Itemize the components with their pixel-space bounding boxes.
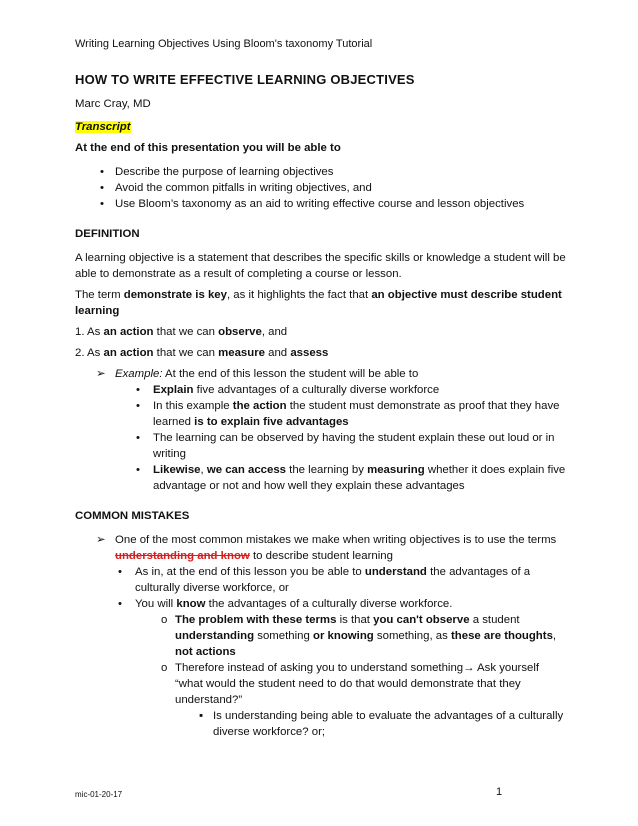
mistakes-item [75, 532, 570, 740]
bold-run: you can't observe [373, 614, 470, 626]
text-run: One of the most common mistakes we make when writing objectives is to use the terms [115, 534, 557, 546]
text-run: that we can [153, 347, 219, 359]
bold-run: observe [218, 326, 262, 338]
demonstrate-paragraph [75, 287, 570, 319]
bold-run: measuring [367, 464, 425, 476]
bold-run: the action [232, 400, 287, 412]
list-item [113, 398, 570, 430]
text-run: is that [336, 614, 374, 626]
bold-run: Likewise [153, 464, 201, 476]
document-body [75, 96, 570, 740]
bold-run: not actions [175, 646, 236, 658]
list-item: ▪ Is understanding being able to evaluate the advantages of a culturally diverse workforce? or; [199, 708, 570, 740]
example-item [75, 366, 570, 494]
text-run: something, as [373, 630, 451, 642]
text-run: 2. As [75, 347, 104, 359]
arrow-icon: → [463, 662, 475, 674]
sub-list [159, 612, 570, 740]
document-title: HOW TO WRITE EFFECTIVE LEARNING OBJECTIVES [75, 72, 415, 87]
bold-run: an action [103, 326, 154, 338]
text-run: You will [135, 598, 177, 610]
text-run: the student must demonstrate as proof that they have learned [153, 400, 560, 428]
definition-paragraph: A learning objective is a statement that describes the specific skills or knowledge a student will be able to demonstrate as a result of completing a course or lesson. [75, 252, 566, 280]
text-run: that we can [153, 326, 219, 338]
text-run: the learning by [286, 464, 368, 476]
list-item [159, 660, 570, 740]
text-run: whether it does explain five advantage or not and how well they explain these advantages [153, 464, 566, 492]
italic-run: Example: [115, 368, 163, 380]
list-item [113, 382, 570, 398]
text-run: and [264, 347, 291, 359]
definition-heading-text: DEFINITION [75, 228, 140, 240]
text-run: Ask yourself “what would the student need to do that would demonstrate that they understand?” [175, 662, 540, 706]
bold-run: know [176, 598, 206, 610]
intro-bullet-list [75, 164, 570, 212]
bold-run: understanding [175, 630, 255, 642]
text-run: the advantages of a culturally diverse workforce, or [135, 566, 531, 594]
transcript-label: Transcript [75, 121, 131, 133]
list-item [159, 612, 570, 660]
text-run: As in, at the end of this lesson you be able to [135, 566, 365, 578]
text-run: , [552, 630, 557, 642]
mistakes-bullet-list [95, 564, 570, 740]
text-run: 1. As [75, 326, 104, 338]
sub-sub-list [185, 708, 570, 740]
author-name: Marc Cray, MD [75, 98, 151, 110]
text-run: something [254, 630, 313, 642]
list-item [95, 564, 570, 596]
list-item: • Describe the purpose of learning objectives [75, 164, 570, 180]
list-item: • Use Bloom’s taxonomy as an aid to writing effective course and lesson objectives [75, 196, 570, 212]
intro-line [75, 140, 570, 156]
numbered-item-1 [75, 324, 570, 340]
text-run: Therefore instead of asking you to understand something [175, 662, 464, 674]
example-bullet-list [113, 382, 570, 494]
running-header: Writing Learning Objectives Using Bloom's taxonomy Tutorial [75, 38, 373, 50]
bold-run: we can access [206, 464, 287, 476]
bold-run: understand [364, 566, 427, 578]
definition-heading [75, 226, 570, 242]
bold-run: assess [290, 347, 329, 359]
mistakes-heading [75, 508, 570, 524]
bold-run: these are thoughts [451, 630, 553, 642]
text-run: , [200, 464, 207, 476]
numbered-item-2 [75, 345, 570, 361]
page-number: 1 [496, 786, 503, 798]
text-run: The term [75, 289, 124, 301]
bold-run: measure [218, 347, 265, 359]
text-run: five advantages of a culturally diverse workforce [193, 384, 440, 396]
text-run: a student [469, 614, 520, 626]
bold-run: an objective must describe student learning [75, 289, 562, 317]
list-item: • The learning can be observed by having the student explain these out loud or in writing [113, 430, 570, 462]
bold-run: an action [103, 347, 154, 359]
text-run: to describe student learning [249, 550, 393, 562]
footer-code: mic-01-20-17 [75, 790, 123, 799]
example-list [75, 366, 570, 494]
list-item [113, 462, 570, 494]
text-run: the advantages of a culturally diverse workforce. [205, 598, 453, 610]
bold-run: is to explain five advantages [194, 416, 349, 428]
list-item [95, 596, 570, 740]
bold-run: The problem with these terms [175, 614, 337, 626]
list-item: • Avoid the common pitfalls in writing objectives, and [75, 180, 570, 196]
intro-text: At the end of this presentation you will be able to [75, 142, 341, 154]
text-run: , as it highlights the fact that [226, 289, 372, 301]
text-run: , and [261, 326, 288, 338]
mistakes-heading-text: COMMON MISTAKES [75, 510, 190, 522]
bold-run: or knowing [313, 630, 374, 642]
text-run: In this example [153, 400, 233, 412]
bold-run: Explain [153, 384, 194, 396]
transcript-label-line [75, 119, 570, 135]
struck-text: understanding and know [115, 550, 250, 562]
text-run: At the end of this lesson the student will be able to [162, 368, 419, 380]
mistakes-list [75, 532, 570, 740]
bold-run: demonstrate is key [123, 289, 227, 301]
